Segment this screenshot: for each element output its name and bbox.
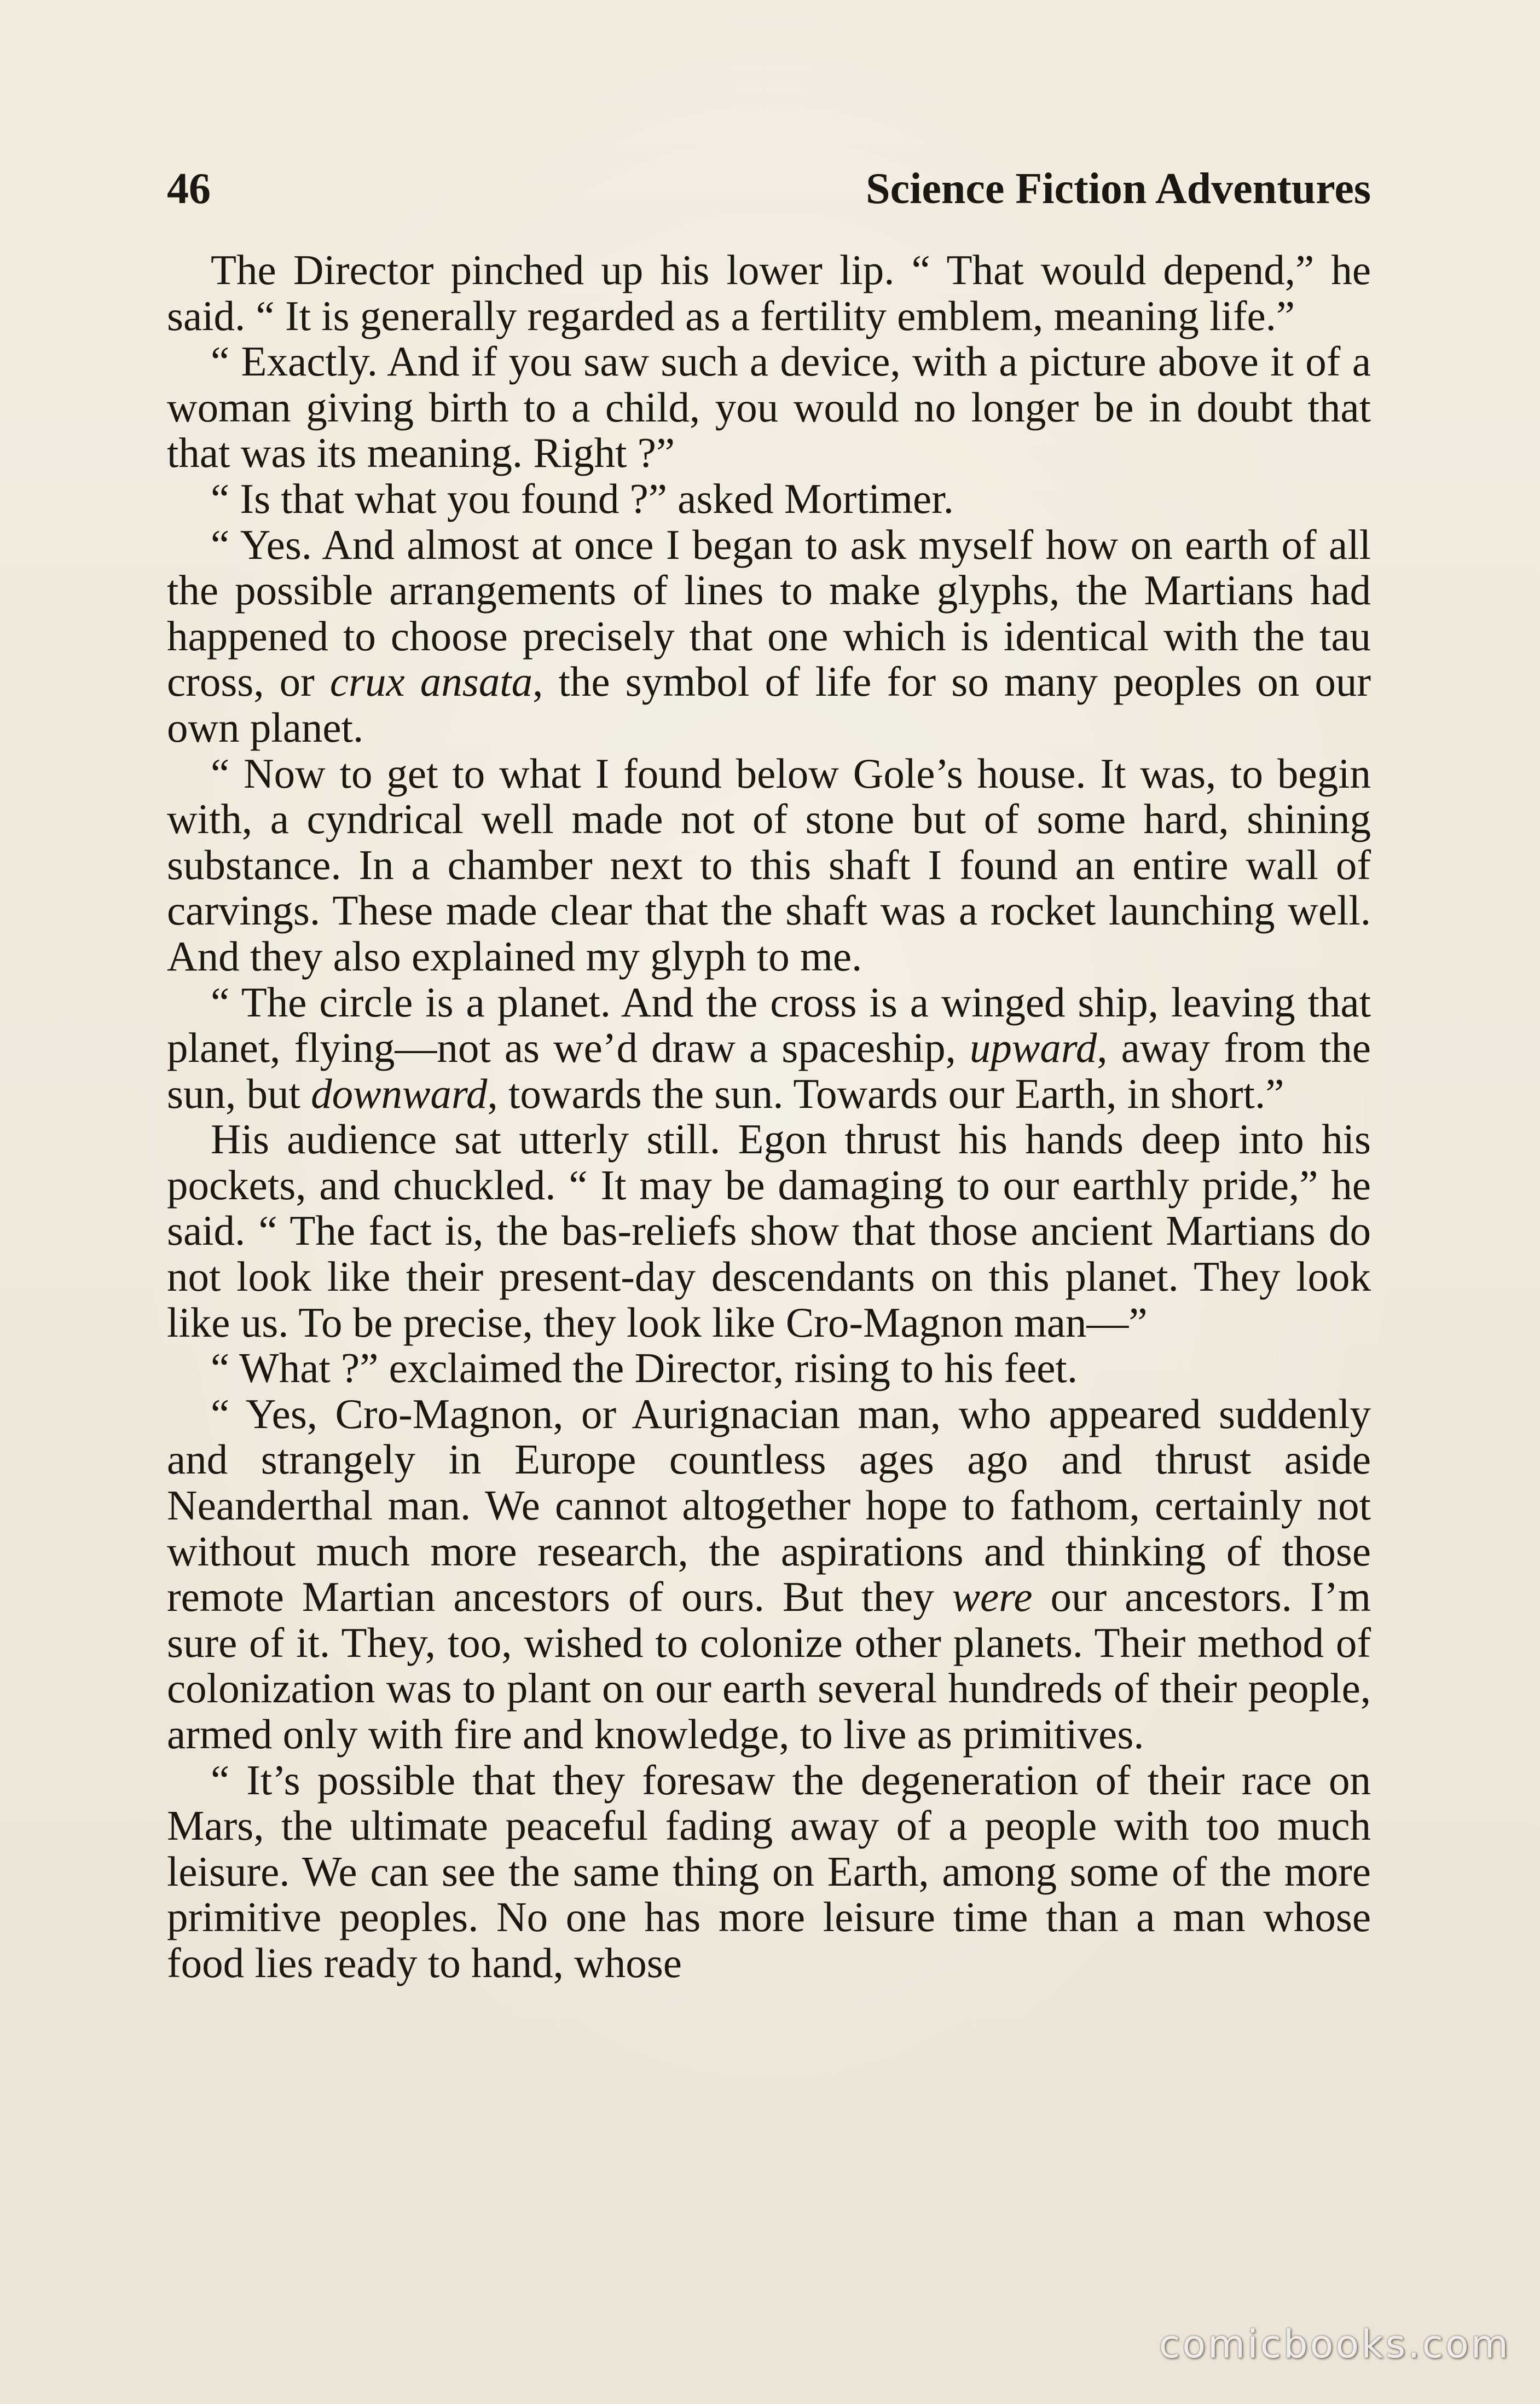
italic-text: downward: [311, 1070, 488, 1117]
paragraph: [167, 1391, 1371, 1758]
paragraph: [167, 1345, 1371, 1391]
running-header: [167, 159, 1371, 219]
text-run: “ The circle is a planet. And the cross is a winged ship, leaving that planet, flying—not as we’d draw a spaceship,: [167, 978, 1371, 1072]
text-run: The Director pinched up his lower lip. “ That would depend,” he said. “ It is generally regarded as a fertility emblem, meaning life.”: [167, 246, 1371, 339]
text-run: “ Yes, Cro-Magnon, or Aurignacian man, who appeared suddenly and strangely in Europe countless ages ago and thrust aside Neanderthal man. We cannot altogether hope to fathom, certainly not without much more research, the aspirations and thinking of those remote Martian ancestors of ours. But they: [167, 1390, 1371, 1621]
text-run: , towards the sun. Towards our Earth, in short.”: [487, 1070, 1284, 1117]
italic-text: were: [952, 1573, 1033, 1621]
italic-text: crux ansata: [329, 658, 533, 706]
text-run: “ Exactly. And if you saw such a device, with a picture above it of a woman giving birth to a child, you would no longer be in doubt that that was its meaning. Right ?”: [167, 338, 1371, 477]
paragraph: [167, 1117, 1371, 1345]
text-run: “ Is that what you found ?” asked Mortimer.: [211, 475, 954, 522]
paragraph: [167, 522, 1371, 751]
page-number: 46: [167, 165, 211, 213]
running-title: Science Fiction Adventures: [866, 165, 1371, 213]
text-run: , away from the sun, but: [167, 1024, 1371, 1117]
text-run: “ Yes. And almost at once I began to ask myself how on earth of all the possible arrangements of lines to make glyphs, the Martians had happened to choose precisely that one which is identical with the tau cross, or: [167, 521, 1371, 706]
body-text: [167, 247, 1371, 1986]
text-run: “ What ?” exclaimed the Director, rising to his feet.: [211, 1344, 1078, 1392]
paragraph: [167, 1758, 1371, 1986]
text-run: “ Now to get to what I found below Gole’s house. It was, to begin with, a cyndrical well made not of stone but of some hard, shining substance. In a chamber next to this shaft I found an entire wall of carvings. These made clear that the shaft was a rocket launching well. And they also explained my glyph to me.: [167, 749, 1371, 980]
paragraph: [167, 751, 1371, 980]
text-run: , the symbol of life for so many peoples on our own planet.: [167, 658, 1371, 751]
paragraph: [167, 476, 1371, 522]
paragraph: [167, 339, 1371, 476]
watermark-logo: comicbooks.com: [1159, 2322, 1510, 2367]
italic-text: upward: [969, 1024, 1097, 1072]
paragraph: [167, 247, 1371, 339]
text-run: His audience sat utterly still. Egon thrust his hands deep into his pockets, and chuckled. “ It may be damaging to our earthly pride,” he said. “ The fact is, the bas-reliefs show that those ancient Martians do not look like their present-day descendants on this planet. They look like us. To be precise, they look like Cro-Magnon man—”: [167, 1116, 1371, 1346]
text-run: “ It’s possible that they foresaw the degeneration of their race on Mars, the ultimate peaceful fading away of a people with too much leisure. We can see the same thing on Earth, among some of the more primitive peoples. No one has more leisure time than a man whose food lies ready to hand, whose: [167, 1756, 1371, 1986]
paragraph: [167, 980, 1371, 1117]
text-run: our ancestors. I’m sure of it. They, too, wished to colonize other planets. Their method of colonization was to plant on our earth several hundreds of their people, armed only with fire and knowledge, to live as primitives.: [167, 1573, 1371, 1758]
